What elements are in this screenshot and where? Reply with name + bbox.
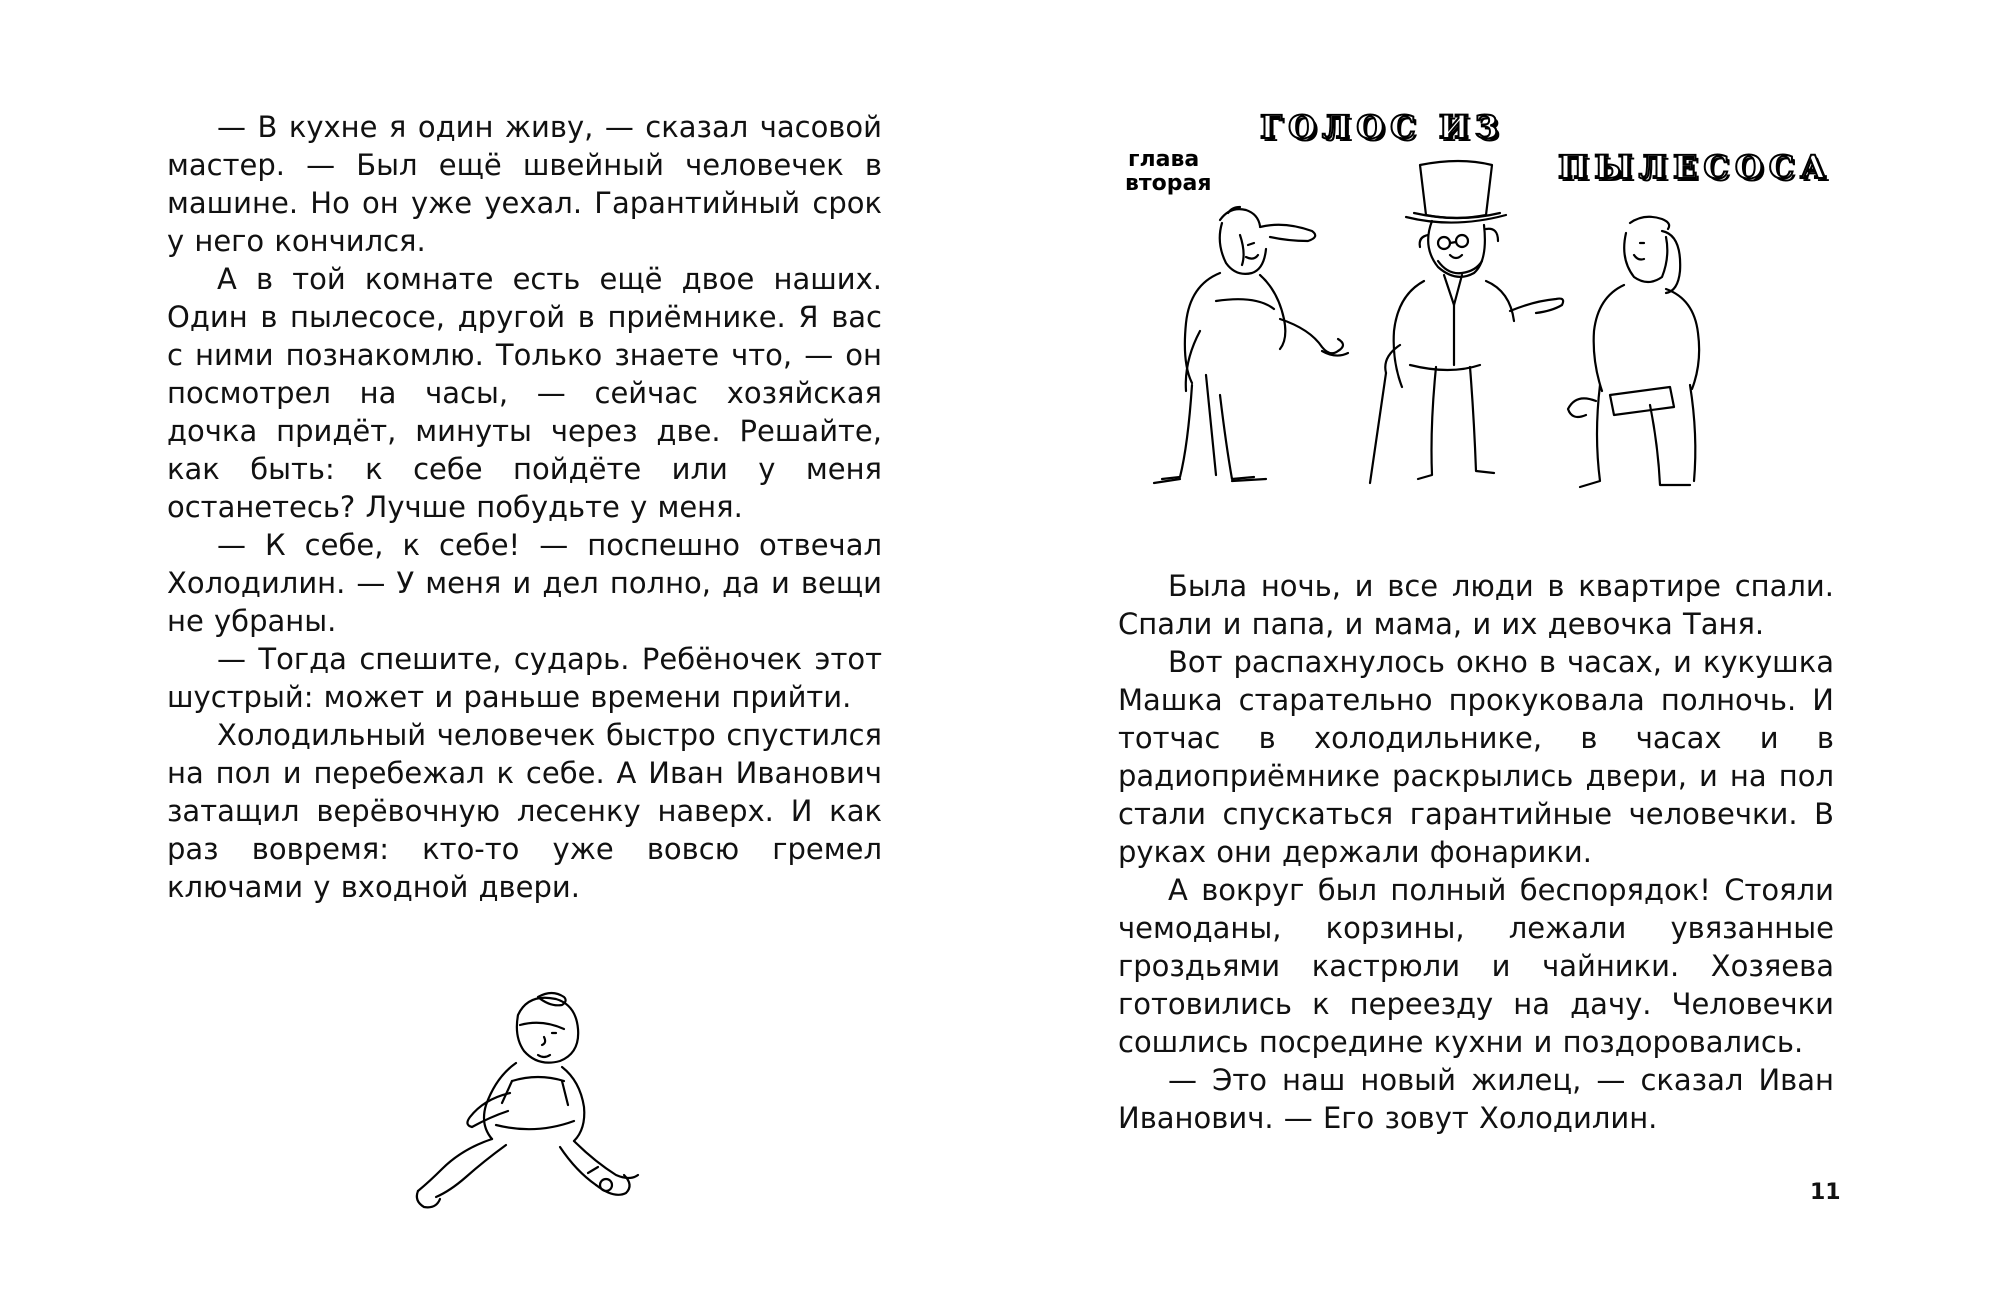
paragraph: А в той комнате есть ещё двое наших. Один в пылесосе, другой в приёмнике. Я вас с ними познакомлю. Только знаете что, — он посмотрел на часы, — сейчас хозяйская дочка придёт, минуты через две. Решайте, как быть: к себе пойдёте или у меня останетесь? Лучше побудьте у меня. xyxy=(167,262,882,524)
chapter-title-line-1: ГОЛОС ИЗ xyxy=(1260,108,1505,146)
paragraph: Вот распахнулось окно в часах, и кукушка Машка старательно прокуковала полночь. И тотчас в холодильнике, в часах и в радиоприёмнике раскрылись двери, и на пол стали спускаться гарантийные человечки. В руках они держали фонарики. xyxy=(1118,645,1834,869)
paragraph: А вокруг был полный беспорядок! Стояли чемоданы, корзины, лежали увязанные гроздьями кастрюли и чайники. Хозяева готовились к переезду на дачу. Человечки сошлись посредине кухни и поздоровались. xyxy=(1118,873,1834,1059)
paragraph: Холодильный человечек быстро спустился на пол и перебежал к себе. А Иван Иванович затащил верёвочную лесенку наверх. И как раз вовремя: кто-то уже вовсю гремел ключами у входной двери. xyxy=(167,718,882,904)
paragraph: — В кухне я один живу, — сказал часовой мастер. — Был ещё швейный человечек в машине. Но он уже уехал. Гарантийный срок у него кончился. xyxy=(167,110,882,258)
chapter-label-number: вторая xyxy=(1125,171,1212,196)
page-number: 11 xyxy=(1810,1180,1841,1205)
chapter-label-word: глава xyxy=(1128,147,1200,172)
paragraph: — Тогда спешите, сударь. Ребёночек этот шустрый: может и раньше времени прийти. xyxy=(167,642,882,714)
running-boy-illustration xyxy=(410,985,640,1215)
paragraph: — К себе, к себе! — поспешно отвечал Холодилин. — У меня и дел полно, да и вещи не убраны. xyxy=(167,528,882,638)
right-page xyxy=(1000,0,2000,1296)
left-page-text xyxy=(167,108,882,906)
right-page-text xyxy=(1118,567,1834,1137)
paragraph: Была ночь, и все люди в квартире спали. Спали и папа, и мама, и их девочка Таня. xyxy=(1118,569,1834,641)
chapter-title-line-2: ПЫЛЕСОСА xyxy=(1558,148,1833,186)
paragraph: — Это наш новый жилец, — сказал Иван Иванович. — Его зовут Холодилин. xyxy=(1118,1063,1834,1135)
